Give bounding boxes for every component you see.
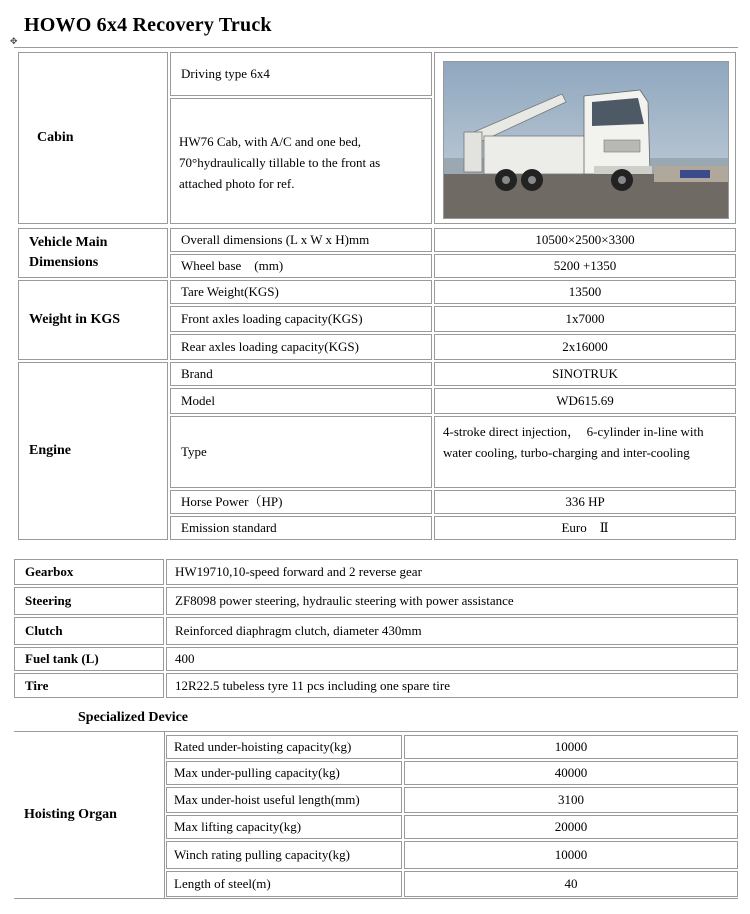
driving-type: Driving type 6x4 <box>181 66 270 81</box>
max-lifting-capacity-value: 20000 <box>554 819 588 834</box>
weight-row-label <box>170 334 432 360</box>
hoisting-row-value <box>404 815 738 839</box>
weight-row-value <box>434 334 736 360</box>
steering-value: ZF8098 power steering, hydraulic steering with power assistance <box>175 593 514 608</box>
tire-label: Tire <box>25 677 49 693</box>
engine-row-label <box>170 388 432 414</box>
driving-type-cell <box>170 52 432 96</box>
hoisting-row-value <box>404 735 738 759</box>
engine-label-cell <box>18 362 168 540</box>
rear-axles-value: 2x16000 <box>562 339 608 354</box>
weight-row-label <box>170 280 432 304</box>
hoisting-row-value <box>404 841 738 869</box>
hoisting-row-label <box>166 787 402 813</box>
hoisting-row-label <box>166 761 402 785</box>
model-value: WD615.69 <box>556 393 614 408</box>
max-under-pulling-value: 40000 <box>554 765 588 780</box>
model-label: Model <box>181 393 215 408</box>
clutch-value: Reinforced diaphragm clutch, diameter 430mm <box>175 623 422 638</box>
drivetrain-label <box>14 587 164 615</box>
tare-weight-value: 13500 <box>568 284 602 299</box>
drivetrain-value <box>166 673 738 698</box>
dimension-row-label <box>170 254 432 278</box>
dimension-row-value <box>434 254 736 278</box>
hoisting-row-label <box>166 735 402 759</box>
engine-label: Engine <box>29 443 72 458</box>
cabin-description-cell <box>170 98 432 224</box>
hoisting-row-label <box>166 841 402 869</box>
weight-row-value <box>434 306 736 332</box>
wheel-base-value: 5200 +1350 <box>553 258 617 273</box>
cabin-label: Cabin <box>37 130 74 145</box>
engine-row-value <box>434 388 736 414</box>
dimension-row-label <box>170 228 432 252</box>
anchor-marker-icon: ✥ <box>10 36 18 46</box>
drivetrain-value <box>166 587 738 615</box>
engine-row-label <box>170 416 432 488</box>
gearbox-label: Gearbox <box>25 564 74 579</box>
drivetrain-value <box>166 647 738 671</box>
fuel-tank-value: 400 <box>175 651 195 666</box>
hoisting-organ-label-cell <box>14 734 164 896</box>
engine-row-value <box>434 362 736 386</box>
drivetrain-label <box>14 559 164 585</box>
clutch-label: Clutch <box>25 623 63 638</box>
winch-rating-value: 10000 <box>554 847 588 862</box>
hoisting-row-value <box>404 761 738 785</box>
drivetrain-label <box>14 673 164 698</box>
front-axles-label: Front axles loading capacity(KGS) <box>181 311 363 326</box>
weight-label-cell <box>18 280 168 360</box>
truck-photo <box>443 61 729 219</box>
horse-power-value: 336 HP <box>565 494 605 509</box>
type-label: Type <box>181 444 207 459</box>
rear-axles-label: Rear axles loading capacity(KGS) <box>181 339 359 354</box>
wheel-base-label: Wheel base (mm) <box>181 258 284 273</box>
overall-dimensions-value: 10500×2500×3300 <box>535 232 635 247</box>
brand-value: SINOTRUK <box>552 366 618 381</box>
max-lifting-capacity-label: Max lifting capacity(kg) <box>174 819 302 834</box>
engine-row-value <box>434 516 736 540</box>
dimensions-label-line1: Vehicle Main <box>29 235 108 250</box>
cabin-description: HW76 Cab, with A/C and one bed, 70°hydraulically tillable to the front as attached photo for ref. <box>179 134 381 191</box>
dimensions-label-line2: Dimensions <box>29 255 99 270</box>
type-value: 4-stroke direct injection， 6-cylinder in-line with water cooling, turbo-charging and inter-cooling <box>443 424 704 460</box>
front-axles-value: 1x7000 <box>565 311 605 326</box>
weight-row-label <box>170 306 432 332</box>
engine-row-value <box>434 490 736 514</box>
length-of-steel-label: Length of steel(m) <box>174 876 271 891</box>
specialized-device-title: Specialized Device <box>78 710 189 725</box>
engine-row-label <box>170 516 432 540</box>
hoisting-organ-label: Hoisting Organ <box>24 807 117 822</box>
gearbox-value: HW19710,10-speed forward and 2 reverse gear <box>175 564 422 579</box>
emission-value: Euro Ⅱ <box>561 520 609 535</box>
rated-under-hoisting-label: Rated under-hoisting capacity(kg) <box>174 739 352 754</box>
rated-under-hoisting-value: 10000 <box>554 739 588 754</box>
hoisting-row-label <box>166 871 402 897</box>
tire-value: 12R22.5 tubeless tyre 11 pcs including one spare tire <box>175 677 450 693</box>
weight-label: Weight in KGS <box>29 312 121 327</box>
fuel-tank-label: Fuel tank (L) <box>25 651 99 666</box>
drivetrain-value <box>166 617 738 645</box>
length-of-steel-value: 40 <box>564 876 578 891</box>
hoisting-row-value <box>404 787 738 813</box>
page-title: HOWO 6x4 Recovery Truck <box>24 14 272 36</box>
cabin-label-cell <box>18 52 168 224</box>
brand-label: Brand <box>181 366 213 381</box>
engine-row-label <box>170 362 432 386</box>
engine-row-label <box>170 490 432 514</box>
engine-type-value-cell <box>434 416 736 488</box>
drivetrain-label <box>14 617 164 645</box>
drivetrain-label <box>14 647 164 671</box>
drivetrain-value <box>166 559 738 585</box>
steering-label: Steering <box>25 593 72 608</box>
overall-dimensions-label: Overall dimensions (L x W x H)mm <box>181 232 370 247</box>
table-top-rule <box>14 47 738 48</box>
max-under-hoist-length-label: Max under-hoist useful length(mm) <box>174 792 360 807</box>
weight-row-value <box>434 280 736 304</box>
max-under-pulling-label: Max under-pulling capacity(kg) <box>174 765 340 780</box>
horse-power-label: Horse Power（HP) <box>181 494 283 509</box>
dimension-row-value <box>434 228 736 252</box>
winch-rating-label: Winch rating pulling capacity(kg) <box>174 847 351 862</box>
emission-label: Emission standard <box>181 520 277 535</box>
hoisting-row-value <box>404 871 738 897</box>
truck-photo-image <box>444 62 728 218</box>
max-under-hoist-length-value: 3100 <box>558 792 584 807</box>
hoisting-row-label <box>166 815 402 839</box>
tare-weight-label: Tare Weight(KGS) <box>181 284 279 299</box>
hoisting-divider <box>164 732 165 898</box>
dimensions-label-cell <box>18 228 168 278</box>
